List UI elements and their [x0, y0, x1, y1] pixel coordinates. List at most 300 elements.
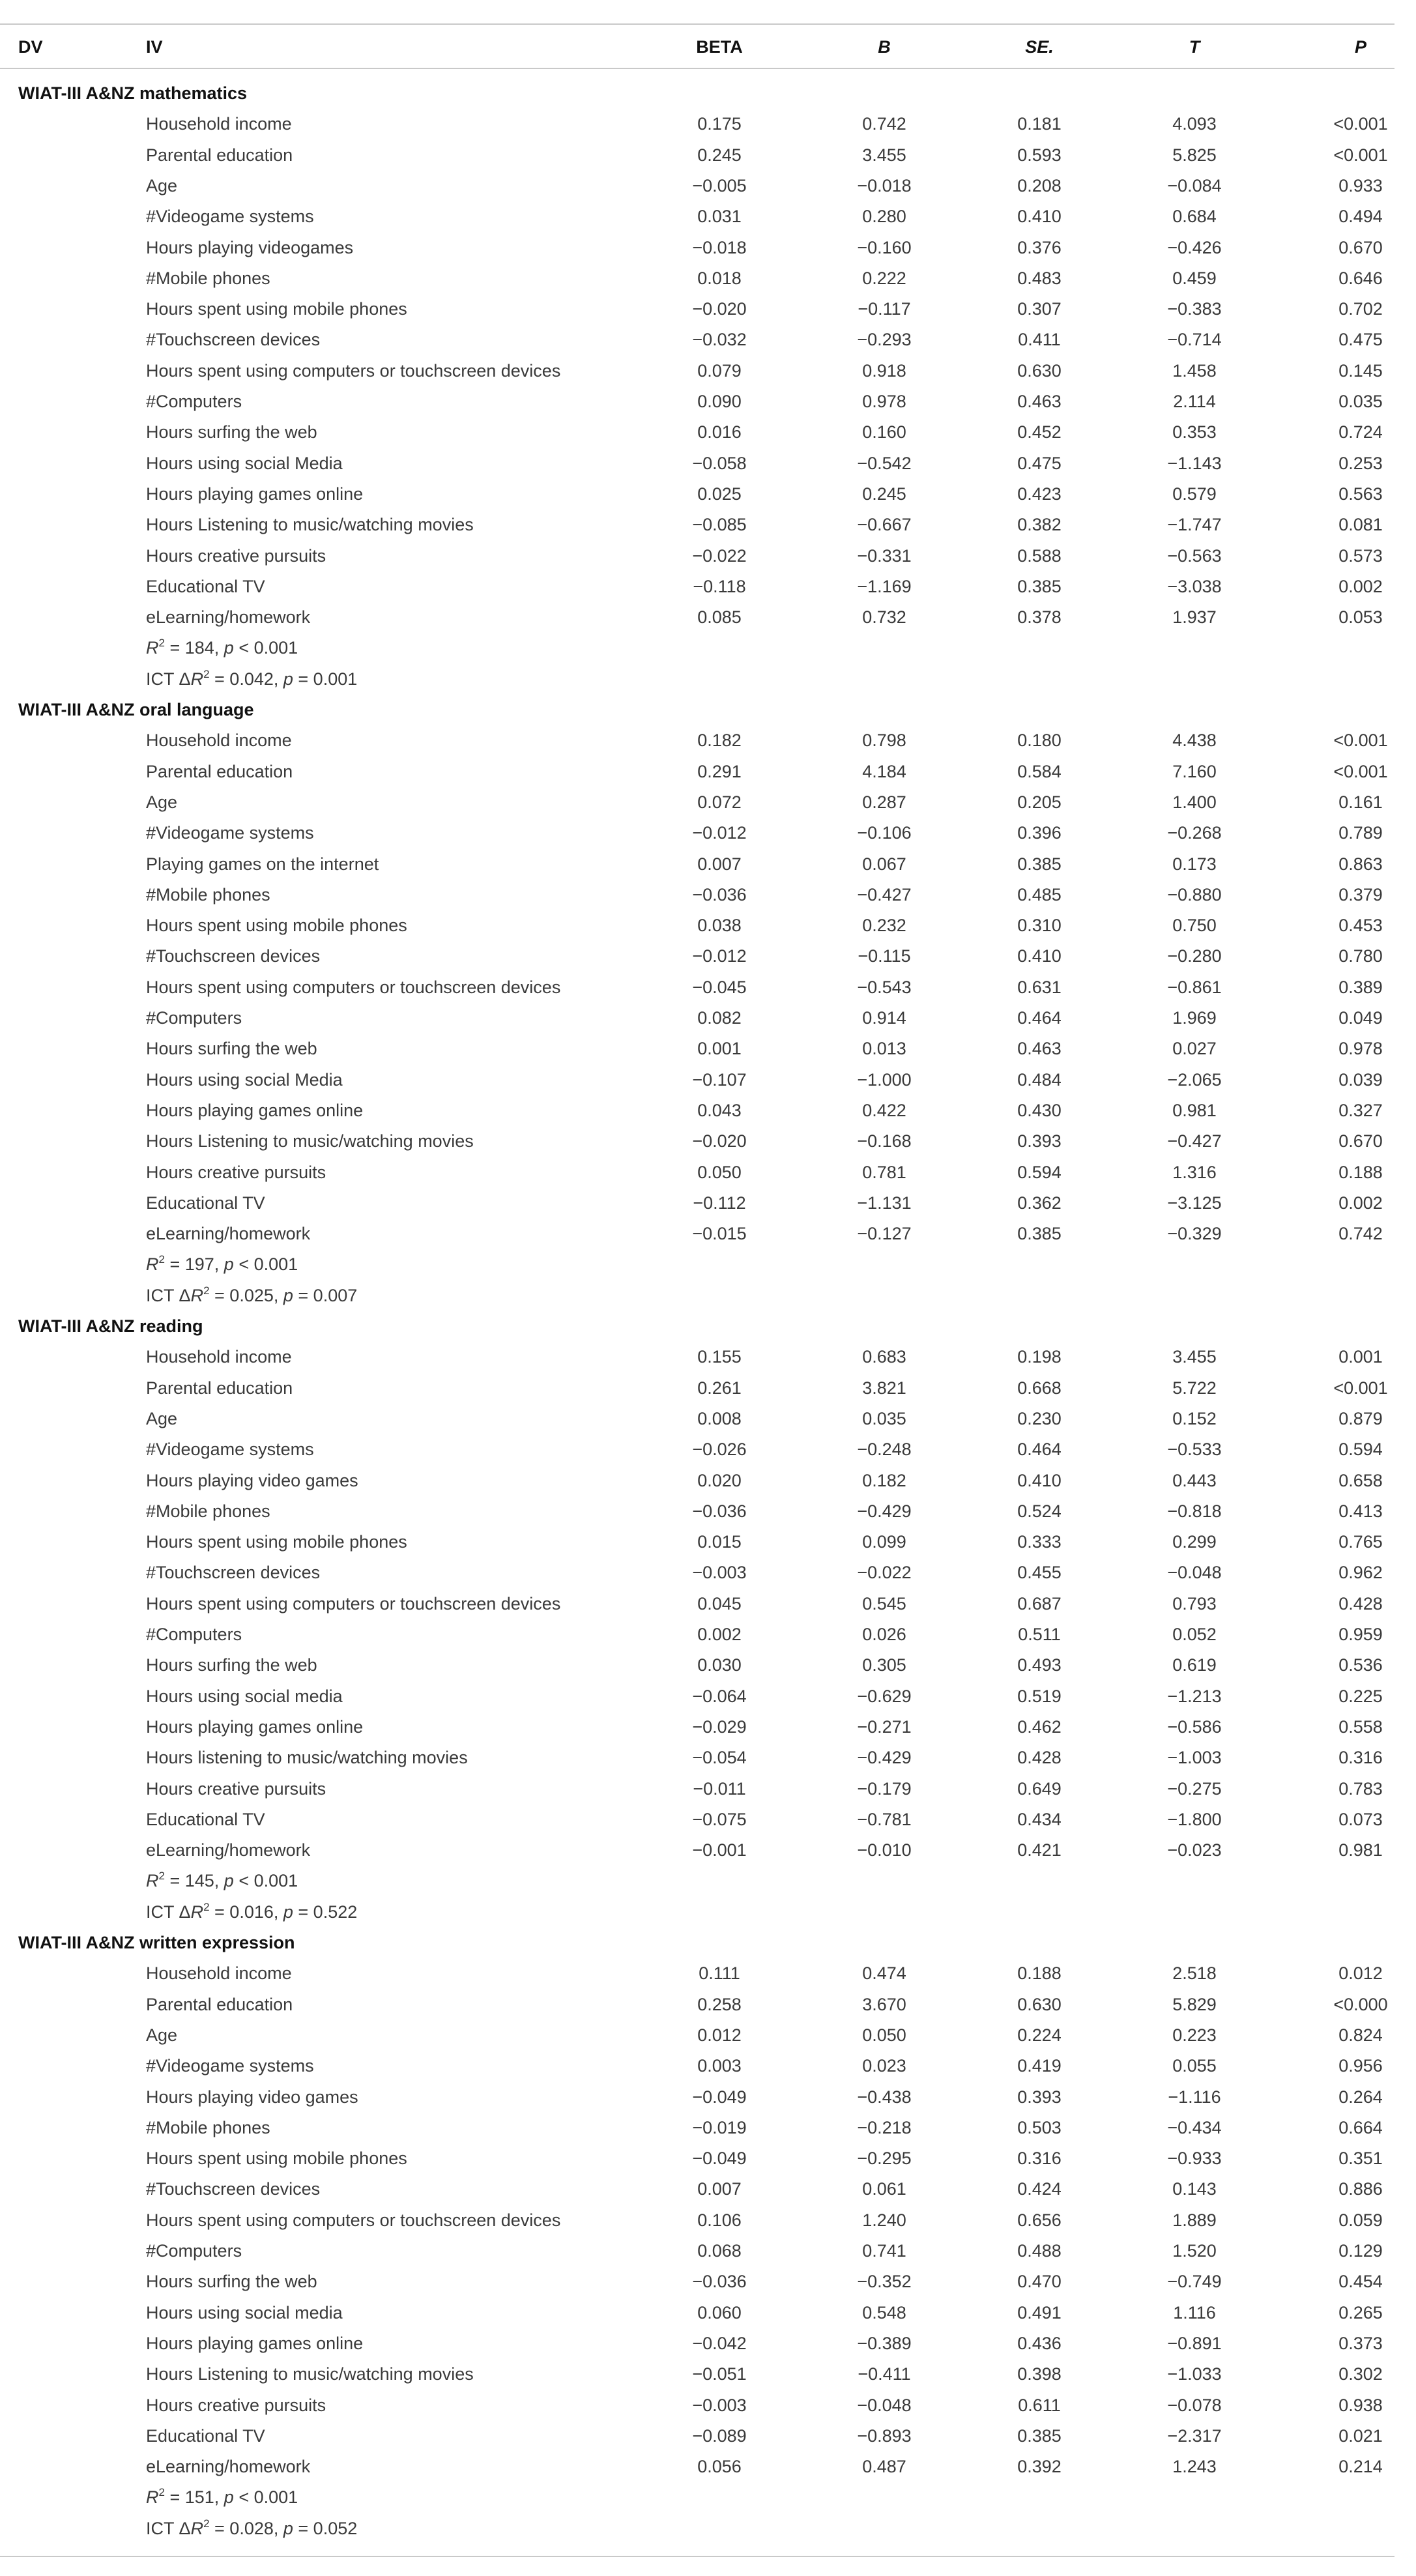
beta-value: −0.036 [692, 2272, 747, 2292]
t-value: 7.160 [1172, 761, 1217, 781]
iv-label: #Mobile phones [146, 2117, 270, 2137]
table-row [0, 2298, 1416, 2328]
iv-label: #Videogame systems [146, 2056, 314, 2076]
se-value: 0.410 [1017, 207, 1062, 227]
p-symbol: p [224, 1254, 234, 1275]
table-row [0, 2236, 1416, 2266]
p-value: 0.724 [1338, 422, 1383, 442]
beta-value: −0.022 [692, 545, 747, 566]
p-value: 0.351 [1338, 2149, 1383, 2169]
p-value: 0.428 [1338, 1593, 1383, 1614]
beta-value: 0.258 [697, 1994, 742, 2014]
iv-label: Hours Listening to music/watching movies [146, 2364, 474, 2384]
table-row [0, 880, 1416, 910]
b-value: −1.000 [857, 1069, 912, 1090]
b-value: −0.543 [857, 977, 912, 997]
p-value: 0.646 [1338, 268, 1383, 288]
table-row [0, 972, 1416, 1003]
dv-group-title: WIAT-III A&NZ written expression [18, 1933, 295, 1952]
p-value: 0.002 [1338, 576, 1383, 596]
table-row [0, 602, 1416, 633]
t-value: 0.027 [1172, 1039, 1217, 1059]
beta-value: 0.018 [697, 268, 742, 288]
se-value: 0.392 [1017, 2457, 1062, 2477]
t-value: −0.563 [1167, 545, 1222, 566]
table-row [0, 2205, 1416, 2236]
p-value: 0.264 [1338, 2087, 1383, 2107]
b-value: −1.131 [857, 1193, 912, 1213]
b-value: −0.168 [857, 1131, 912, 1151]
p-value: 0.188 [1338, 1162, 1383, 1182]
b-value: −0.293 [857, 330, 912, 350]
se-value: 0.462 [1017, 1716, 1062, 1737]
se-value: 0.310 [1017, 916, 1062, 936]
iv-label: #Computers [146, 1625, 242, 1644]
r-squared-note [146, 633, 298, 663]
iv-label: Educational TV [146, 576, 265, 596]
b-value: 0.245 [862, 484, 906, 504]
t-value: 0.152 [1172, 1408, 1217, 1428]
table-row [0, 2359, 1416, 2390]
b-value: 0.683 [862, 1347, 906, 1367]
table-row [0, 201, 1416, 232]
t-value: 2.114 [1173, 392, 1216, 411]
beta-value: −0.011 [693, 1778, 746, 1799]
se-value: 0.630 [1017, 360, 1062, 381]
p-value: <0.001 [1333, 731, 1388, 751]
p-value: 0.879 [1338, 1408, 1383, 1428]
squared-superscript: 2 [158, 637, 165, 650]
t-value: 1.116 [1173, 2302, 1216, 2323]
p-value: 0.563 [1338, 484, 1383, 504]
ict-delta-note [146, 1281, 357, 1311]
table-row [0, 1157, 1416, 1188]
p-value: 0.962 [1338, 1563, 1383, 1583]
header-rule [0, 68, 1394, 69]
t-value: 0.055 [1172, 2056, 1217, 2076]
p-value: 0.956 [1338, 2056, 1383, 2076]
table-row [0, 325, 1416, 355]
iv-label: Hours spent using computers or touchscreen devices [146, 2210, 561, 2230]
iv-label: Hours Listening to music/watching movies [146, 515, 474, 535]
b-value: −0.429 [857, 1748, 912, 1768]
t-value: 2.518 [1172, 1963, 1217, 1984]
t-value: −0.818 [1167, 1501, 1222, 1521]
p-value: 0.863 [1338, 854, 1383, 874]
r-squared-note-row [0, 1866, 1416, 1896]
b-value: 0.232 [862, 916, 906, 936]
iv-label: Educational TV [146, 1809, 265, 1829]
header-iv: IV [146, 37, 163, 57]
b-value: 0.023 [862, 2056, 906, 2076]
r-squared-note [146, 1866, 298, 1896]
ict-label: ICT [146, 2518, 179, 2538]
r-squared-value: = 184, [164, 638, 224, 658]
b-value: −0.438 [857, 2087, 912, 2107]
table-bottom-rule [0, 2556, 1394, 2557]
p-value: 0.021 [1338, 2425, 1383, 2446]
p-value: 0.938 [1338, 2395, 1383, 2415]
p-symbol: p [283, 2518, 293, 2538]
iv-label: Hours spent using mobile phones [146, 916, 407, 936]
se-value: 0.307 [1017, 299, 1062, 319]
r-symbol: R [190, 1902, 204, 1922]
t-value: −0.714 [1167, 330, 1222, 350]
table-row [0, 1774, 1416, 1804]
se-value: 0.385 [1017, 1224, 1062, 1244]
se-value: 0.188 [1017, 1963, 1062, 1984]
beta-value: 0.003 [697, 2056, 742, 2076]
t-value: −2.065 [1167, 1069, 1222, 1090]
b-value: −0.331 [857, 545, 912, 566]
iv-label: Hours spent using computers or touchscreen devices [146, 1593, 561, 1614]
se-value: 0.378 [1017, 607, 1062, 628]
beta-value: −0.005 [692, 175, 747, 195]
table-top-rule [0, 23, 1394, 25]
table-row [0, 510, 1416, 540]
p-value: 0.039 [1338, 1069, 1383, 1090]
r-symbol: R [190, 1285, 204, 1305]
iv-label: Educational TV [146, 2425, 265, 2446]
b-value: 0.732 [862, 607, 906, 628]
se-value: 0.385 [1017, 854, 1062, 874]
iv-label: Hours surfing the web [146, 2272, 317, 2292]
table-row [0, 2113, 1416, 2143]
t-value: 0.684 [1172, 207, 1217, 227]
t-value: 0.459 [1172, 268, 1217, 288]
iv-label: Household income [146, 1347, 292, 1367]
t-value: 0.981 [1172, 1100, 1217, 1120]
ict-delta-note-row [0, 2513, 1416, 2544]
b-value: 0.978 [862, 392, 906, 411]
p-value: 0.780 [1338, 946, 1383, 966]
beta-value: 0.090 [697, 392, 742, 411]
beta-value: 0.056 [697, 2457, 742, 2477]
iv-label: #Mobile phones [146, 884, 270, 904]
se-value: 0.455 [1017, 1563, 1062, 1583]
ict-delta-note-row [0, 1281, 1416, 1311]
iv-label: #Mobile phones [146, 1501, 270, 1521]
iv-label: #Videogame systems [146, 1440, 314, 1460]
table-row [0, 1743, 1416, 1773]
p-value: 0.765 [1338, 1532, 1383, 1552]
b-value: −0.352 [857, 2272, 912, 2292]
se-value: 0.421 [1017, 1840, 1062, 1860]
p-symbol: p [283, 669, 293, 689]
iv-label: Hours surfing the web [146, 1039, 317, 1059]
b-value: 0.474 [862, 1963, 906, 1984]
p-value: 0.494 [1338, 207, 1383, 227]
beta-value: −0.036 [692, 884, 747, 904]
t-value: 0.299 [1172, 1532, 1217, 1552]
table-row [0, 1065, 1416, 1095]
squared-superscript: 2 [158, 2486, 165, 2499]
beta-value: −0.003 [692, 2395, 747, 2415]
b-value: −0.389 [857, 2333, 912, 2353]
p-value: 0.161 [1338, 792, 1383, 812]
iv-label: eLearning/homework [146, 1840, 311, 1860]
squared-superscript: 2 [158, 1870, 165, 1883]
table-row [0, 2051, 1416, 2081]
table-row [0, 1126, 1416, 1157]
header-p: P [1354, 37, 1366, 57]
beta-value: −0.049 [692, 2149, 747, 2169]
p-value: 0.059 [1338, 2210, 1383, 2230]
se-value: 0.423 [1017, 484, 1062, 504]
ict-label: ICT [146, 1902, 179, 1922]
table-row [0, 1557, 1416, 1588]
b-value: −0.106 [857, 823, 912, 843]
iv-label: Parental education [146, 1994, 293, 2014]
squared-superscript: 2 [203, 667, 210, 680]
se-value: 0.393 [1017, 1131, 1062, 1151]
squared-superscript: 2 [203, 2517, 210, 2530]
p-value: 0.053 [1338, 607, 1383, 628]
beta-value: −0.042 [692, 2333, 747, 2353]
iv-label: Household income [146, 1963, 292, 1984]
b-value: 0.050 [862, 2025, 906, 2045]
header-se: SE. [1025, 37, 1054, 57]
table-row [0, 1003, 1416, 1034]
table-row [0, 572, 1416, 602]
iv-label: #Videogame systems [146, 823, 314, 843]
se-value: 0.382 [1017, 515, 1062, 535]
beta-value: 0.016 [697, 422, 742, 442]
iv-label: Hours using social media [146, 2302, 343, 2323]
t-value: 0.353 [1172, 422, 1217, 442]
iv-label: Educational TV [146, 1193, 265, 1213]
t-value: −0.426 [1167, 237, 1222, 257]
iv-label: Parental education [146, 761, 293, 781]
se-value: 0.656 [1017, 2210, 1062, 2230]
t-value: −1.213 [1167, 1686, 1222, 1706]
b-value: 4.184 [862, 761, 906, 781]
iv-label: Hours playing video games [146, 1470, 358, 1490]
p-value: 0.389 [1338, 977, 1383, 997]
iv-label: Hours playing games online [146, 1100, 364, 1120]
se-value: 0.393 [1017, 2087, 1062, 2107]
beta-value: 0.106 [697, 2210, 742, 2230]
p-value: 0.049 [1338, 1008, 1383, 1028]
t-value: −1.143 [1167, 453, 1222, 473]
table-row [0, 171, 1416, 201]
t-value: −1.003 [1167, 1748, 1222, 1768]
iv-label: Hours playing games online [146, 1716, 364, 1737]
t-value: 3.455 [1172, 1347, 1217, 1367]
se-value: 0.205 [1017, 792, 1062, 812]
beta-value: −0.015 [692, 1224, 747, 1244]
t-value: 0.143 [1172, 2179, 1217, 2199]
p-value: 0.959 [1338, 1625, 1383, 1644]
iv-label: #Touchscreen devices [146, 1563, 321, 1583]
table-row [0, 448, 1416, 479]
se-value: 0.419 [1017, 2056, 1062, 2076]
b-value: −0.179 [857, 1778, 912, 1799]
p-value: 0.145 [1338, 360, 1383, 381]
dv-group-title-row [0, 78, 1416, 109]
iv-label: Playing games on the internet [146, 854, 379, 874]
p-value: 0.035 [1338, 392, 1383, 411]
beta-value: −0.085 [692, 515, 747, 535]
t-value: 1.520 [1172, 2241, 1217, 2261]
beta-value: −0.064 [692, 1686, 747, 1706]
t-value: 4.093 [1172, 114, 1217, 134]
t-value: −0.383 [1167, 299, 1222, 319]
t-value: −0.533 [1167, 1440, 1222, 1460]
table-row [0, 233, 1416, 263]
ict-delta-value: = 0.025, [209, 1285, 283, 1305]
dv-group-title-row [0, 695, 1416, 725]
ict-delta-note-row [0, 1897, 1416, 1928]
beta-value: 0.050 [697, 1162, 742, 1182]
squared-superscript: 2 [158, 1253, 165, 1266]
beta-value: −0.075 [692, 1809, 747, 1829]
table-row [0, 479, 1416, 510]
table-row [0, 386, 1416, 417]
t-value: 4.438 [1172, 731, 1217, 751]
iv-label: #Touchscreen devices [146, 2179, 321, 2199]
beta-value: −0.019 [692, 2117, 747, 2137]
t-value: 1.316 [1172, 1162, 1217, 1182]
se-value: 0.464 [1017, 1440, 1062, 1460]
table-row [0, 1681, 1416, 1712]
se-value: 0.593 [1017, 145, 1062, 165]
delta-symbol: Δ [179, 1285, 191, 1305]
t-value: −0.891 [1167, 2333, 1222, 2353]
b-value: −0.781 [857, 1809, 912, 1829]
p-value: 0.670 [1338, 237, 1383, 257]
dv-group-title-row [0, 1928, 1416, 1958]
beta-value: −0.012 [692, 946, 747, 966]
se-value: 0.208 [1017, 175, 1062, 195]
t-value: 5.722 [1172, 1378, 1217, 1398]
p-value: 0.081 [1338, 515, 1383, 535]
iv-label: #Mobile phones [146, 268, 270, 288]
t-value: −0.861 [1167, 977, 1222, 997]
r-squared-p-value: < 0.001 [233, 1871, 298, 1891]
table-row [0, 1219, 1416, 1249]
squared-superscript: 2 [203, 1900, 210, 1913]
table-row [0, 757, 1416, 787]
se-value: 0.385 [1017, 576, 1062, 596]
iv-label: Hours spent using computers or touchscreen devices [146, 360, 561, 381]
iv-label: Hours creative pursuits [146, 545, 326, 566]
iv-label: eLearning/homework [146, 607, 311, 628]
se-value: 0.649 [1017, 1778, 1062, 1799]
beta-value: 0.031 [697, 207, 742, 227]
table-row [0, 2421, 1416, 2452]
b-value: 0.545 [862, 1593, 906, 1614]
table-row [0, 2082, 1416, 2113]
table-row [0, 2020, 1416, 2051]
b-value: −0.271 [857, 1716, 912, 1737]
b-value: 0.160 [862, 422, 906, 442]
header-t: T [1189, 37, 1200, 57]
ict-p-value: = 0.001 [293, 669, 358, 689]
iv-label: Hours spent using mobile phones [146, 2149, 407, 2169]
r-squared-note-row [0, 1249, 1416, 1280]
r-squared-note-row [0, 633, 1416, 663]
beta-value: 0.082 [697, 1008, 742, 1028]
table-row [0, 1095, 1416, 1126]
table-row [0, 1034, 1416, 1064]
t-value: 0.173 [1172, 854, 1217, 874]
se-value: 0.464 [1017, 1008, 1062, 1028]
beta-value: −0.045 [692, 977, 747, 997]
table-row [0, 1990, 1416, 2020]
iv-label: #Videogame systems [146, 207, 314, 227]
iv-label: Hours surfing the web [146, 1655, 317, 1675]
table-row [0, 2143, 1416, 2174]
b-value: −0.429 [857, 1501, 912, 1521]
p-value: 0.413 [1338, 1501, 1383, 1521]
beta-value: 0.007 [697, 854, 742, 874]
table-row [0, 2266, 1416, 2297]
b-value: 3.670 [862, 1994, 906, 2014]
t-value: 0.052 [1172, 1625, 1217, 1644]
t-value: 0.223 [1172, 2025, 1217, 2045]
se-value: 0.362 [1017, 1193, 1062, 1213]
r-squared-p-value: < 0.001 [233, 638, 298, 658]
delta-symbol: Δ [179, 1902, 191, 1922]
iv-label: Hours creative pursuits [146, 1162, 326, 1182]
ict-p-value: = 0.522 [293, 1902, 358, 1922]
b-value: −0.629 [857, 1686, 912, 1706]
header-beta: BETA [696, 37, 743, 57]
dv-group-title: WIAT-III A&NZ reading [18, 1316, 203, 1336]
beta-value: −0.026 [692, 1440, 747, 1460]
dv-group-title-row [0, 1311, 1416, 1342]
se-value: 0.452 [1017, 422, 1062, 442]
beta-value: −0.018 [692, 237, 747, 257]
ict-delta-value: = 0.016, [209, 1902, 283, 1922]
dv-group-title: WIAT-III A&NZ mathematics [18, 83, 248, 103]
se-value: 0.410 [1017, 946, 1062, 966]
t-value: 0.619 [1172, 1655, 1217, 1675]
b-value: 0.287 [862, 792, 906, 812]
t-value: −0.933 [1167, 2149, 1222, 2169]
p-value: 0.886 [1338, 2179, 1383, 2199]
se-value: 0.485 [1017, 884, 1062, 904]
b-value: 0.548 [862, 2302, 906, 2323]
p-value: 0.302 [1338, 2364, 1383, 2384]
se-value: 0.611 [1018, 2395, 1061, 2415]
p-value: 0.783 [1338, 1778, 1383, 1799]
beta-value: −0.029 [692, 1716, 747, 1737]
se-value: 0.396 [1017, 823, 1062, 843]
r-squared-value: = 151, [164, 2487, 224, 2508]
t-value: −1.800 [1167, 1809, 1222, 1829]
p-value: 0.327 [1338, 1100, 1383, 1120]
iv-label: Hours playing games online [146, 2333, 364, 2353]
se-value: 0.333 [1017, 1532, 1062, 1552]
beta-value: 0.175 [697, 114, 742, 134]
b-value: 0.487 [862, 2457, 906, 2477]
t-value: −0.078 [1167, 2395, 1222, 2415]
table-row [0, 1527, 1416, 1557]
t-value: 1.400 [1172, 792, 1217, 812]
table-row [0, 417, 1416, 448]
beta-value: −0.112 [693, 1193, 746, 1213]
b-value: 0.035 [862, 1408, 906, 1428]
se-value: 0.524 [1017, 1501, 1062, 1521]
table-row [0, 818, 1416, 848]
table-row [0, 2174, 1416, 2205]
ict-label: ICT [146, 669, 179, 689]
t-value: 1.243 [1172, 2457, 1217, 2477]
beta-value: 0.007 [697, 2179, 742, 2199]
b-value: −0.117 [858, 299, 911, 319]
